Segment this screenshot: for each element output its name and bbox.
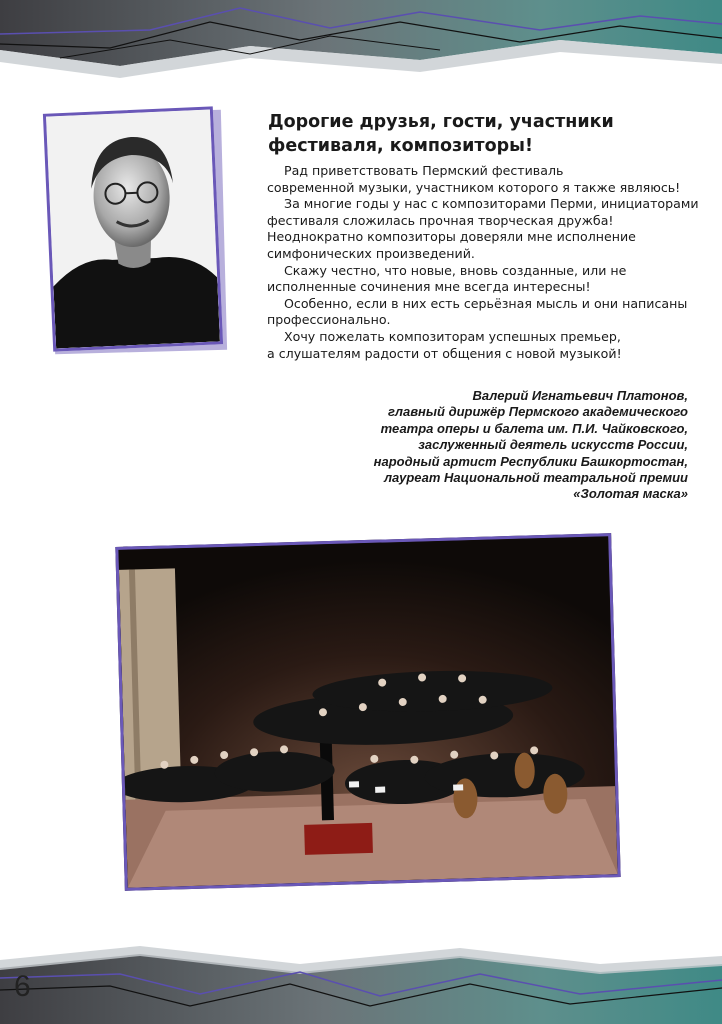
portrait-photo — [46, 108, 230, 356]
paragraph: современной музыки, участником которого я также являюсь! — [267, 179, 681, 195]
portrait-image — [46, 110, 220, 349]
signature-line: главный дирижёр Пермского академического — [387, 404, 688, 420]
greeting-heading: Дорогие друзья, гости, участники фестиваля, композиторы! — [268, 112, 614, 156]
paragraph: Хочу пожелать композиторам успешных премьер, — [284, 328, 621, 344]
paragraph: Особенно, если в них есть серьёзная мысль и они написаны профессионально. — [267, 295, 688, 328]
signature-line: лауреат Национальной театральной премии — [383, 470, 688, 486]
photo-frame — [115, 533, 620, 891]
header-decor-band — [0, 0, 722, 80]
paragraph: Неоднократно композиторы доверяли мне исполнение симфонических произведений. — [267, 229, 636, 261]
signature-line: Валерий Игнатьевич Платонов, — [472, 388, 688, 403]
paragraph: За многие годы у нас с композиторами Перми, инициаторами фестиваля сложилась прочная творческая дружба! — [267, 196, 699, 228]
orchestra-photo — [112, 530, 632, 900]
signature-line: театра оперы и балета им. П.И. Чайковского, — [380, 420, 688, 436]
author-signature — [288, 388, 688, 503]
paragraph: Скажу честно, что новые, вновь созданные, или не исполненные сочинения мне всегда интересны! — [267, 262, 627, 295]
paragraph: а слушателям радости от общения с новой музыкой! — [267, 345, 622, 361]
signature-line: народный артист Республики Башкортостан, — [373, 453, 688, 469]
footer-decor-band — [0, 944, 722, 1024]
portrait-frame — [43, 106, 223, 351]
signature-line: заслуженный деятель искусств России, — [418, 437, 688, 453]
greeting-body — [267, 163, 707, 362]
signature-line: «Золотая маска» — [573, 486, 688, 502]
page-number: 6 — [14, 970, 31, 1003]
paragraph: Рад приветствовать Пермский фестиваль — [284, 163, 564, 178]
orchestra-image — [118, 536, 617, 888]
